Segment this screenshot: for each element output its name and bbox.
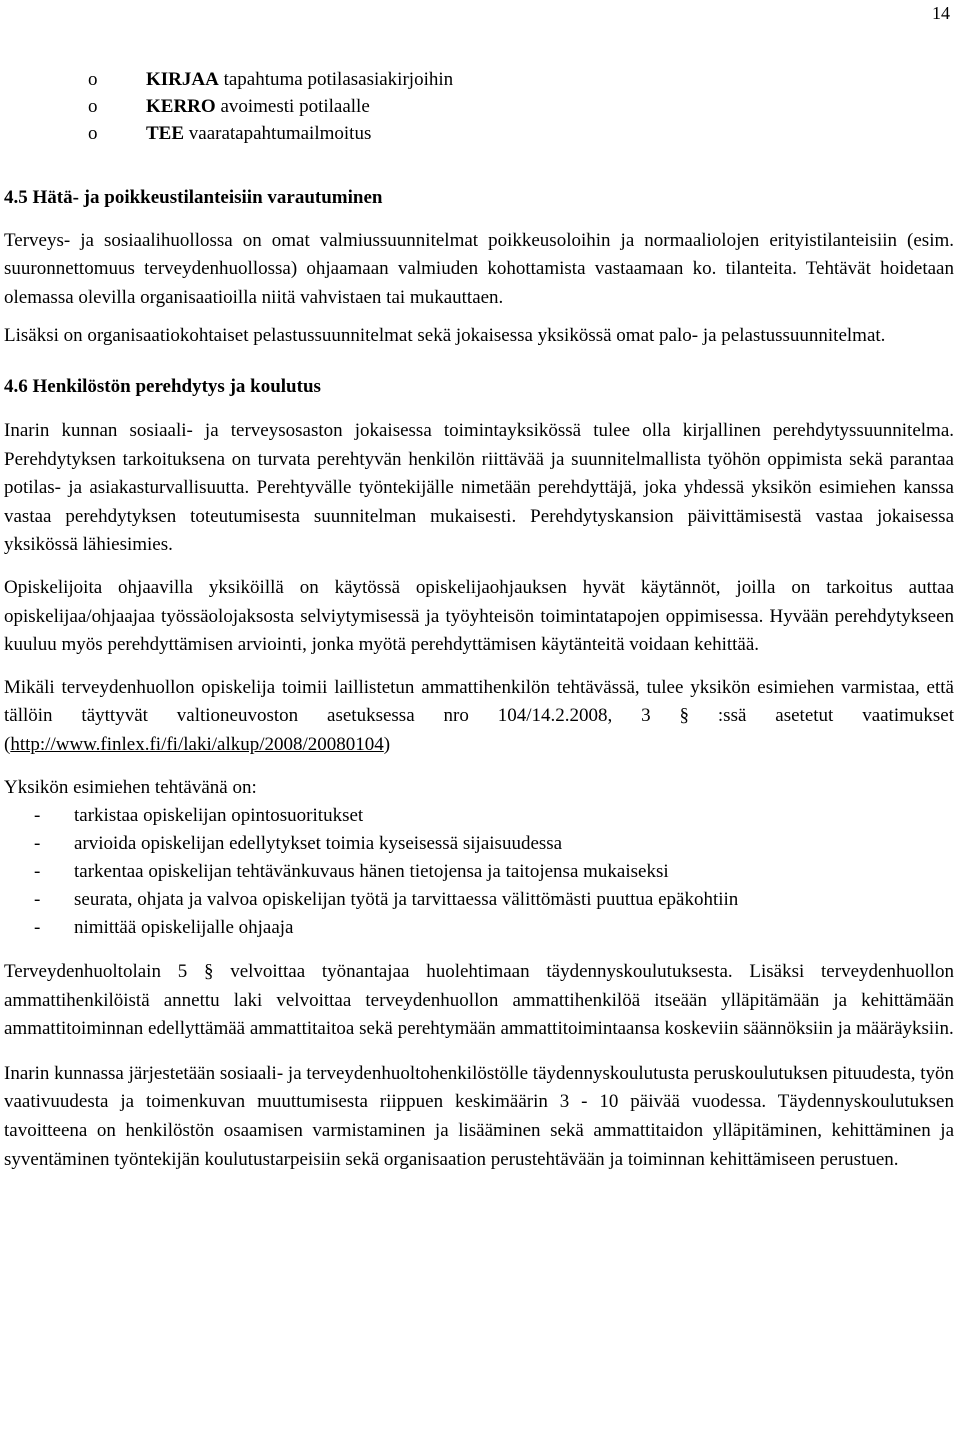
- list-item-text: arvioida opiskelijan edellytykset toimia kyseisessä sijaisuudessa: [74, 833, 563, 855]
- paragraph-orientation-plan: Inarin kunnan sosiaali- ja terveysosaston jokaisessa toimintayksikössä tulee olla kirjallinen perehdytyssuunnitelma. Perehdytyksen tarkoituksena on turvata perehtyvän henkilön riittävää ja suunnitelmallista työhön oppimista sekä parantaa potilas- ja asiakasturvallisuutta. Perehtyvälle työntekijälle nimetään perehdyttäjä, joka yhdessä yksikön esimiehen kanssa vastaa perehdytyksen toteutumisesta suunnitelman mukaisesti. Perehdytyskansion päivittämisestä vastaa jokaisessa yksikössä lähiesimies.: [4, 419, 954, 556]
- list-item: [4, 858, 954, 886]
- bullet-marker: o: [88, 123, 98, 145]
- dash-marker: -: [34, 917, 41, 939]
- todo-text: avoimesti potilaalle: [215, 96, 370, 118]
- dash-marker: -: [34, 833, 41, 855]
- list-item: [4, 802, 954, 830]
- duties-intro: Yksikön esimiehen tehtävänä on:: [4, 776, 257, 798]
- list-item: [4, 830, 954, 858]
- section-heading-4-5: 4.5 Hätä- ja poikkeustilanteisiin varautuminen: [4, 186, 383, 208]
- paragraph-text: Mikäli terveydenhuollon opiskelija toimii laillistetun ammattihenkilön tehtävässä, tulee yksikön esimiehen varmistaa, että tällöin täyttyvät valtioneuvoston asetuksessa nro 104/14.2.2008, 3 § :ssä asetetut vaatimukset (: [4, 676, 954, 755]
- todo-keyword: KERRO: [146, 96, 216, 118]
- finlex-link[interactable]: http://www.finlex.fi/fi/laki/alkup/2008/20080104: [10, 733, 384, 755]
- todo-keyword: KIRJAA: [146, 69, 219, 90]
- section-heading-4-6: 4.6 Henkilöstön perehdytys ja koulutus: [4, 375, 321, 397]
- todo-item: [4, 93, 954, 120]
- todo-text: tapahtuma potilasasiakirjoihin: [218, 69, 454, 90]
- paragraph-student-substitute: [4, 674, 954, 760]
- paragraph-preparedness: Terveys- ja sosiaalihuollossa on omat valmiussuunnitelmat poikkeusoloihin ja normaaliolojen erityistilanteisiin (esim. suuronnettomuus terveydenhuollossa) ohjaamaan valmiuden kohottamista vastaamaan ko. tilanteita. Tehtävät hoidetaan olemassa olevilla organisaatioilla niitä vahvistaen tai mukauttaen.: [4, 229, 954, 308]
- paragraph-rescue-plans: Lisäksi on organisaatiokohtaiset pelastussuunnitelmat sekä jokaisessa yksikössä omat palo- ja pelastussuunnitelmat.: [4, 325, 886, 347]
- page-number: 14: [932, 3, 950, 23]
- duties-list: [4, 802, 954, 942]
- dash-marker: -: [34, 889, 41, 911]
- page-content: [4, 66, 954, 1174]
- paragraph-further-training-law: Terveydenhuoltolain 5 § velvoittaa työnantajaa huolehtimaan täydennyskoulutuksesta. Lisäksi terveydenhuollon ammattihenkilöistä annettu laki velvoittaa terveydenhuollon ammattihenkilöä itseään ylläpitämään ja kehittämään ammattitoiminnan edellyttämää ammattitaitoa sekä perehtymään ammattitoimintaansa koskeviin säännöksiin ja määräyksiin.: [4, 961, 954, 1040]
- paragraph-text: ): [383, 733, 391, 755]
- list-item: [4, 914, 954, 942]
- list-item-text: tarkentaa opiskelijan tehtävänkuvaus hänen tietojensa ja taitojensa mukaiseksi: [74, 861, 669, 883]
- bullet-marker: o: [88, 69, 98, 90]
- todo-list: [4, 66, 954, 148]
- list-item-text: tarkistaa opiskelijan opintosuoritukset: [74, 805, 364, 827]
- dash-marker: -: [34, 805, 41, 827]
- todo-keyword: TEE: [146, 123, 185, 145]
- bullet-marker: o: [88, 96, 98, 118]
- paragraph-student-guidance: Opiskelijoita ohjaavilla yksiköillä on käytössä opiskelijaohjauksen hyvät käytännöt, joilla on tarkoitus auttaa opiskelijaa/ohjaajaa työssäolojaksosta selviytymisessä ja työyhteisön toimintatapojen oppimisessa. Hyvään perehdytykseen kuuluu myös perehdyttämisen arviointi, jonka myötä perehdyttämisen käytänteitä voidaan kehittää.: [4, 576, 954, 656]
- list-item-text: nimittää opiskelijalle ohjaaja: [74, 917, 294, 939]
- todo-text: vaaratapahtumailmoitus: [184, 123, 372, 145]
- paragraph-further-training-inari: Inarin kunnassa järjestetään sosiaali- ja terveydenhuoltohenkilöstölle täydennyskoulutusta peruskoulutuksen pituudesta, työn vaativuudesta ja toimenkuvan muuttumisesta riippuen keskimäärin 3 - 10 päivää vuodessa. Täydennyskoulutuksen tavoitteena on henkilöstön osaamisen varmistaminen ja lisääminen sekä ammattitaidon ylläpitäminen, kehittäminen ja syventäminen työntekijän koulutustarpeisiin sekä organisaation perustehtävään ja toiminnan kehittämiseen perustuen.: [4, 1062, 954, 1170]
- dash-marker: -: [34, 861, 41, 883]
- list-item: [4, 886, 954, 914]
- list-item-text: seurata, ohjata ja valvoa opiskelijan työtä ja tarvittaessa välittömästi puuttua epäkohtiin: [74, 889, 739, 911]
- todo-item: [4, 66, 954, 93]
- todo-item: [4, 120, 954, 147]
